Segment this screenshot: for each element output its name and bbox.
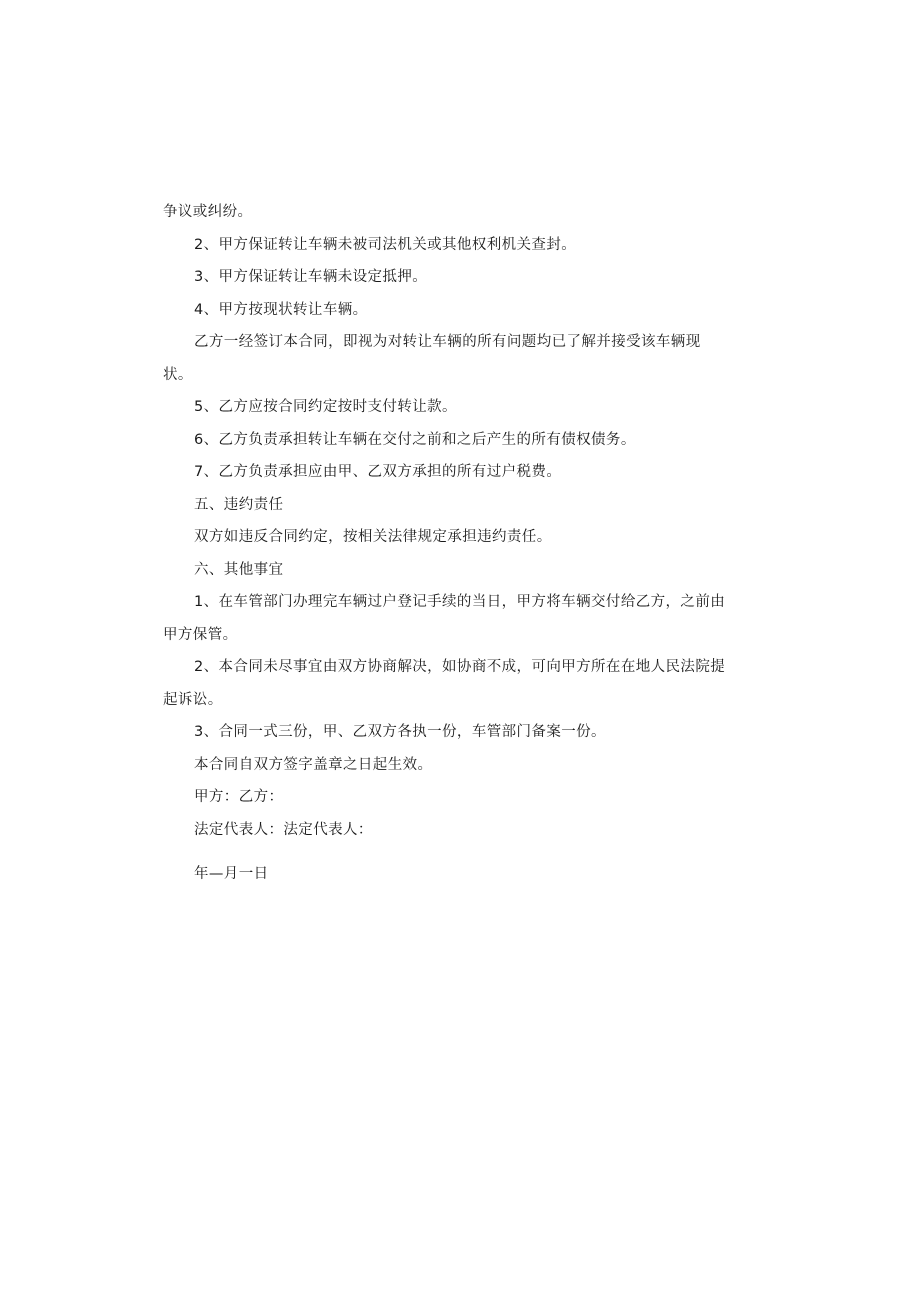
text-line: 甲方保管。 bbox=[163, 626, 238, 643]
text-line: 争议或纠纷。 bbox=[163, 204, 253, 220]
date-line: 年—月一日 bbox=[194, 866, 269, 882]
party-signature-line: 甲方：乙方： bbox=[194, 789, 284, 805]
clause-4: 4、甲方按现状转让车辆。 bbox=[194, 301, 368, 318]
clause-2: 2、甲方保证转让车辆未被司法机关或其他权利机关查封。 bbox=[194, 236, 577, 253]
clause-3: 3、合同一式三份，甲、乙双方各执一份，车管部门备案一份。 bbox=[194, 724, 606, 740]
section-heading-5: 五、违约责任 bbox=[194, 496, 284, 513]
clause-3: 3、甲方保证转让车辆未设定抵押。 bbox=[194, 269, 428, 285]
text-line: 乙方一经签订本合同，即视为对转让车辆的所有问题均已了解并接受该车辆现 bbox=[194, 334, 701, 350]
legal-representative-line: 法定代表人：法定代表人： bbox=[194, 821, 373, 838]
clause-6: 6、乙方负责承担转让车辆在交付之前和之后产生的所有债权债务。 bbox=[194, 431, 636, 448]
text-line: 双方如违反合同约定，按相关法律规定承担违约责任。 bbox=[194, 529, 552, 545]
section-heading-6: 六、其他事宜 bbox=[194, 561, 284, 578]
clause-1: 1、在车管部门办理完车辆过户登记手续的当日，甲方将车辆交付给乙方，之前由 bbox=[194, 594, 726, 610]
clause-2: 2、本合同未尽事宜由双方协商解决，如协商不成，可向甲方所在在地人民法院提 bbox=[194, 659, 726, 675]
text-line: 状。 bbox=[163, 366, 193, 383]
clause-5: 5、乙方应按合同约定按时支付转让款。 bbox=[194, 399, 457, 415]
effective-clause: 本合同自双方签字盖章之日起生效。 bbox=[194, 756, 433, 773]
contract-body bbox=[163, 196, 753, 891]
clause-7: 7、乙方负责承担应由甲、乙双方承担的所有过户税费。 bbox=[194, 464, 562, 480]
text-line: 起诉讼。 bbox=[163, 691, 223, 708]
spacer bbox=[163, 846, 753, 858]
